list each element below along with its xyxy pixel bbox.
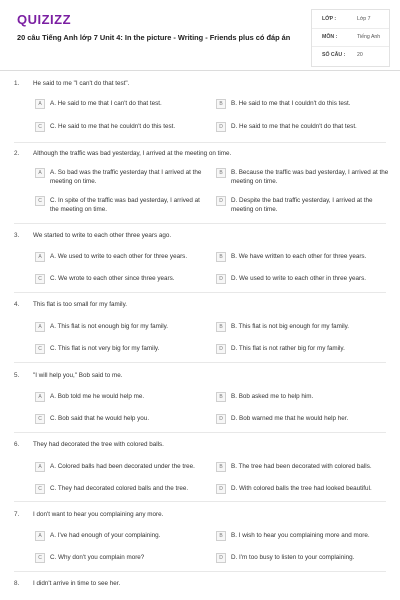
option-text: B. He said to me that I couldn't do this test. xyxy=(231,100,351,107)
option-letter: B xyxy=(216,252,226,262)
option-letter: D xyxy=(216,484,226,494)
option-text: A. I've had enough of your complaining. xyxy=(50,532,161,539)
option-letter: A xyxy=(35,322,45,332)
question-number: 3. xyxy=(14,232,20,239)
option-letter: B xyxy=(216,392,226,402)
option-text: C. He said to me that he couldn't do this test. xyxy=(50,123,176,130)
question-text: We started to write to each other three years ago. xyxy=(33,232,172,239)
option-letter: A xyxy=(35,99,45,109)
option-letter: B xyxy=(216,99,226,109)
option-letter: B xyxy=(216,531,226,541)
option-letter: D xyxy=(216,344,226,354)
option-letter: C xyxy=(35,344,45,354)
option-letter: A xyxy=(35,252,45,262)
info-label: SỐ CÂU : xyxy=(322,52,346,58)
option-text: C. They had decorated colored balls and the tree. xyxy=(50,485,189,492)
option-text: D. He said to me that he couldn't do that test. xyxy=(231,123,357,130)
option-letter: A xyxy=(35,392,45,402)
option-letter: B xyxy=(216,322,226,332)
question-text: I didn't arrive in time to see her. xyxy=(33,580,121,587)
info-value: 20 xyxy=(357,52,363,58)
info-value: Tiếng Anh xyxy=(357,34,381,40)
divider xyxy=(14,432,386,433)
option-text: C. Bob said that he would help you. xyxy=(50,415,150,422)
option-text: D. I'm too busy to listen to your complaining. xyxy=(231,554,355,561)
option-letter: A xyxy=(35,531,45,541)
question-text: Although the traffic was bad yesterday, I arrived at the meeting on time. xyxy=(33,150,232,157)
option-letter: D xyxy=(216,196,226,206)
option-letter: D xyxy=(216,553,226,563)
info-value: Lớp 7 xyxy=(357,16,371,22)
page-title: 20 câu Tiếng Anh lớp 7 Unit 4: In the picture - Writing - Friends plus có đáp án xyxy=(17,33,291,42)
quizizz-logo: QUIZIZZ xyxy=(17,12,72,27)
divider xyxy=(14,223,386,224)
question-number: 2. xyxy=(14,150,20,157)
option-text: C. In spite of the traffic was bad yesterday, I arrived at the meeting on time. xyxy=(50,197,200,213)
option-letter: D xyxy=(216,122,226,132)
question-text: I don't want to hear you complaining any more. xyxy=(33,511,164,518)
option-text: C. This flat is not very big for my family. xyxy=(50,345,160,352)
info-box xyxy=(311,9,390,67)
question-number: 7. xyxy=(14,511,20,518)
divider xyxy=(14,292,386,293)
option-letter: C xyxy=(35,196,45,206)
option-letter: C xyxy=(35,553,45,563)
option-letter: C xyxy=(35,414,45,424)
option-text: A. This flat is not enough big for my family. xyxy=(50,323,169,330)
option-text: A. He said to me that I can't do that test. xyxy=(50,100,162,107)
question-number: 8. xyxy=(14,580,20,587)
question-number: 1. xyxy=(14,80,20,87)
option-text: B. The tree had been decorated with colored balls. xyxy=(231,463,372,470)
option-text: D. We used to write to each other in three years. xyxy=(231,275,366,282)
question-number: 4. xyxy=(14,301,20,308)
option-text: D. This flat is not rather big for my family. xyxy=(231,345,345,352)
option-letter: D xyxy=(216,274,226,284)
option-letter: A xyxy=(35,462,45,472)
option-text: B. Because the traffic was bad yesterday, I arrived at the meeting on time. xyxy=(231,169,389,185)
divider xyxy=(14,362,386,363)
option-text: C. We wrote to each other since three years. xyxy=(50,275,175,282)
question-text: "I will help you," Bob said to me. xyxy=(33,372,123,379)
info-row-class xyxy=(312,10,389,29)
option-text: B. Bob asked me to help him. xyxy=(231,393,314,400)
option-letter: B xyxy=(216,462,226,472)
option-text: A. We used to write to each other for three years. xyxy=(50,253,188,260)
divider xyxy=(14,571,386,572)
divider xyxy=(14,142,386,143)
divider xyxy=(14,501,386,502)
question-text: They had decorated the tree with colored balls. xyxy=(33,441,164,448)
option-letter: C xyxy=(35,484,45,494)
option-text: B. I wish to hear you complaining more and more. xyxy=(231,532,370,539)
option-text: D. With colored balls the tree had looked beautiful. xyxy=(231,485,372,492)
info-label: MÔN : xyxy=(322,34,338,40)
option-letter: C xyxy=(35,274,45,284)
option-text: D. Bob warned me that he would help her. xyxy=(231,415,349,422)
document-header xyxy=(0,0,400,71)
option-letter: B xyxy=(216,168,226,178)
option-letter: D xyxy=(216,414,226,424)
question-text: He said to me "I can't do that test". xyxy=(33,80,130,87)
option-text: B. This flat is not big enough for my family. xyxy=(231,323,350,330)
question-number: 5. xyxy=(14,372,20,379)
option-text: A. So bad was the traffic yesterday that I arrived at the meeting on time. xyxy=(50,169,202,185)
option-text: C. Why don't you complain more? xyxy=(50,554,145,561)
option-text: D. Despite the bad traffic yesterday, I arrived at the meeting on time. xyxy=(231,197,373,213)
question-number: 6. xyxy=(14,441,20,448)
info-row-subject xyxy=(312,28,389,47)
info-row-count xyxy=(312,46,389,64)
option-text: A. Colored balls had been decorated under the tree. xyxy=(50,463,195,470)
option-letter: C xyxy=(35,122,45,132)
option-letter: A xyxy=(35,168,45,178)
option-text: A. Bob told me he would help me. xyxy=(50,393,145,400)
option-text: B. We have written to each other for three years. xyxy=(231,253,367,260)
info-label: LỚP : xyxy=(322,16,337,22)
question-text: This flat is too small for my family. xyxy=(33,301,128,308)
